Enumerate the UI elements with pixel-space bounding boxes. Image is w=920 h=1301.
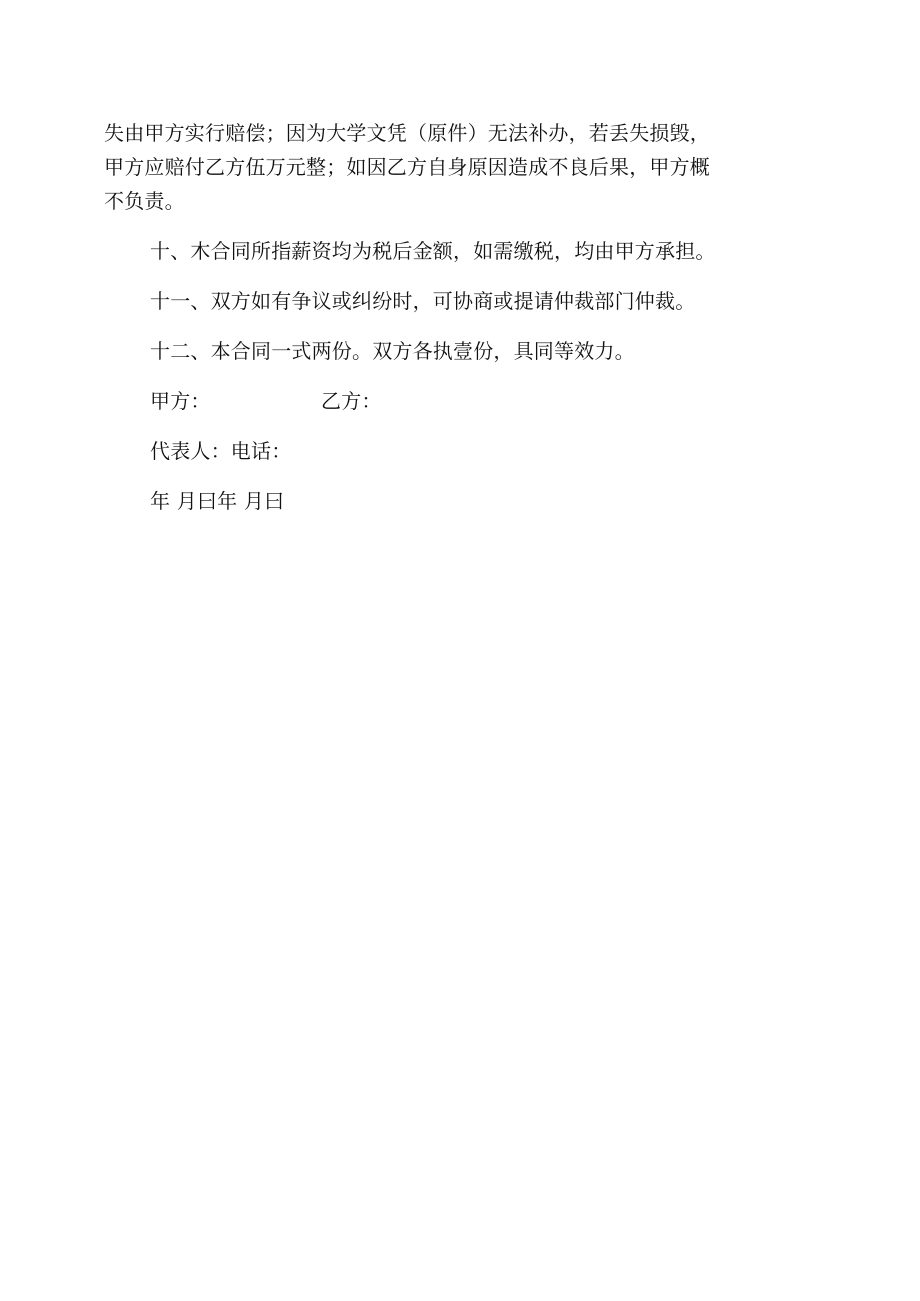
date-line: 年 月曰年 月曰 <box>150 489 285 513</box>
contract-body <box>104 116 784 518</box>
party-b-label: 乙方： <box>321 389 382 413</box>
clause-11: 十一、双方如有争议或纠纷时，可协商或提请仲裁部门仲裁。 <box>150 289 696 313</box>
paragraph-line: 甲方应赔付乙方伍万元整；如因乙方自身原因造成不良后果，甲方概 <box>104 155 710 179</box>
clause-10: 十、木合同所指薪资均为税后金额，如需缴税，均由甲方承担。 <box>150 239 716 263</box>
continuation-paragraph <box>104 116 784 218</box>
signature-parties-row <box>150 384 784 418</box>
party-a-label: 甲方： <box>150 389 211 413</box>
representative-phone-line: 代表人：电话： <box>150 439 292 463</box>
paragraph-line: 失由甲方实行赔偿；因为大学文凭（原件）无法补办，若丢失损毁， <box>104 121 710 145</box>
paragraph-line: 不负责。 <box>104 189 185 213</box>
clause-12: 十二、本合同一式两份。双方各执壹份，具同等效力。 <box>150 339 635 363</box>
